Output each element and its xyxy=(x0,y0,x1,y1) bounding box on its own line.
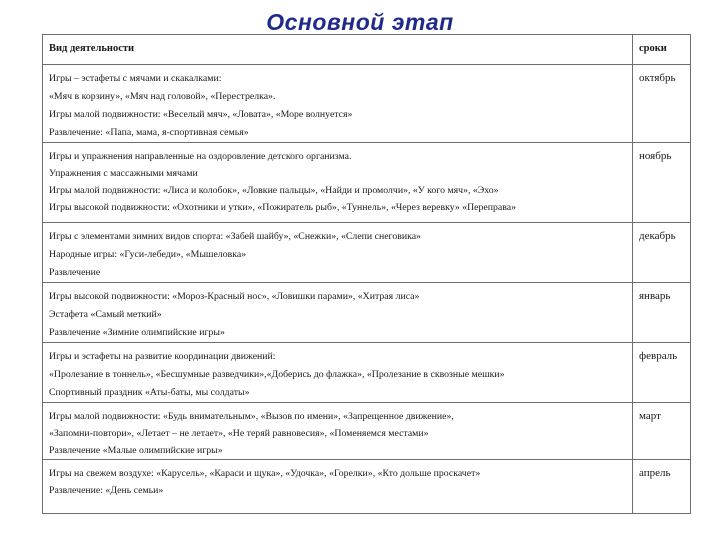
activity-line: Игры и эстафеты на развитие координации движений: xyxy=(49,351,276,362)
table-header-row xyxy=(43,35,691,65)
term-cell: март xyxy=(633,403,691,460)
activity-line: Игры высокой подвижности: «Охотники и утки», «Пожиратель рыб», «Туннель», «Через веревку» «Переправа» xyxy=(49,202,517,213)
column-header-activity: Вид деятельности xyxy=(43,35,633,65)
activity-line: Спортивный праздник «Аты-баты, мы солдаты» xyxy=(49,387,250,398)
term-cell: февраль xyxy=(633,343,691,403)
activity-line: Эстафета «Самый меткий» xyxy=(49,309,162,320)
activity-line: Игры высокой подвижности: «Мороз-Красный нос», «Ловишки парами», «Хитрая лиса» xyxy=(49,291,420,302)
activity-line: Развлечение: «Папа, мама, я-спортивная семья» xyxy=(49,127,249,138)
table-row xyxy=(43,223,691,283)
activity-cell xyxy=(43,143,633,223)
activity-line: Развлечение: «День семьи» xyxy=(49,485,164,496)
activity-cell xyxy=(43,65,633,143)
activity-line: Развлечение «Малые олимпийские игры» xyxy=(49,445,223,456)
activity-line: Игры и упражнения направленные на оздоровление детского организма. xyxy=(49,151,352,162)
table-row xyxy=(43,65,691,143)
term-cell: январь xyxy=(633,283,691,343)
activity-line: Игры с элементами зимних видов спорта: «Забей шайбу», «Снежки», «Слепи снеговика» xyxy=(49,231,421,242)
table-row xyxy=(43,460,691,514)
column-header-term: сроки xyxy=(633,35,691,65)
term-cell: апрель xyxy=(633,460,691,514)
activity-line: Игры малой подвижности: «Веселый мяч», «Ловата», «Море волнуется» xyxy=(49,109,353,120)
activity-line: Игры – эстафеты с мячами и скакалками: xyxy=(49,73,222,84)
activity-line: Игры на свежем воздухе: «Карусель», «Караси и щука», «Удочка», «Горелки», «Кто дольше проскачет» xyxy=(49,468,481,479)
table-row xyxy=(43,143,691,223)
activity-cell xyxy=(43,343,633,403)
activity-line: «Запомни-повтори», «Летает – не летает», «Не теряй равновесия», «Поменяемся местами» xyxy=(49,428,429,439)
activity-cell xyxy=(43,403,633,460)
activity-line: Развлечение xyxy=(49,267,101,278)
activity-cell xyxy=(43,223,633,283)
activity-line: Упражнения с массажными мячами xyxy=(49,168,198,179)
activity-line: Развлечение «Зимние олимпийские игры» xyxy=(49,327,225,338)
activity-line: Народные игры: «Гуси-лебеди», «Мышеловка» xyxy=(49,249,247,260)
table-row xyxy=(43,403,691,460)
table-row xyxy=(43,283,691,343)
activity-cell xyxy=(43,283,633,343)
activity-schedule-table xyxy=(42,34,691,514)
term-cell: декабрь xyxy=(633,223,691,283)
page-title: Основной этап xyxy=(266,9,454,35)
activity-line: «Мяч в корзину», «Мяч над головой», «Перестрелка». xyxy=(49,91,276,102)
activity-cell xyxy=(43,460,633,514)
term-cell: октябрь xyxy=(633,65,691,143)
activity-line: Игры малой подвижности: «Лиса и колобок», «Ловкие пальцы», «Найди и промолчи», «У кого мяч», «Эхо» xyxy=(49,185,499,196)
activity-line: «Пролезание в тоннель», «Бесшумные разведчики»,«Доберись до флажка», «Пролезание в сквозные мешки» xyxy=(49,369,505,380)
term-cell: ноябрь xyxy=(633,143,691,223)
activity-line: Игры малой подвижности: «Будь внимательным», «Вызов по имени», «Запрещенное движение», xyxy=(49,411,454,422)
table-row xyxy=(43,343,691,403)
